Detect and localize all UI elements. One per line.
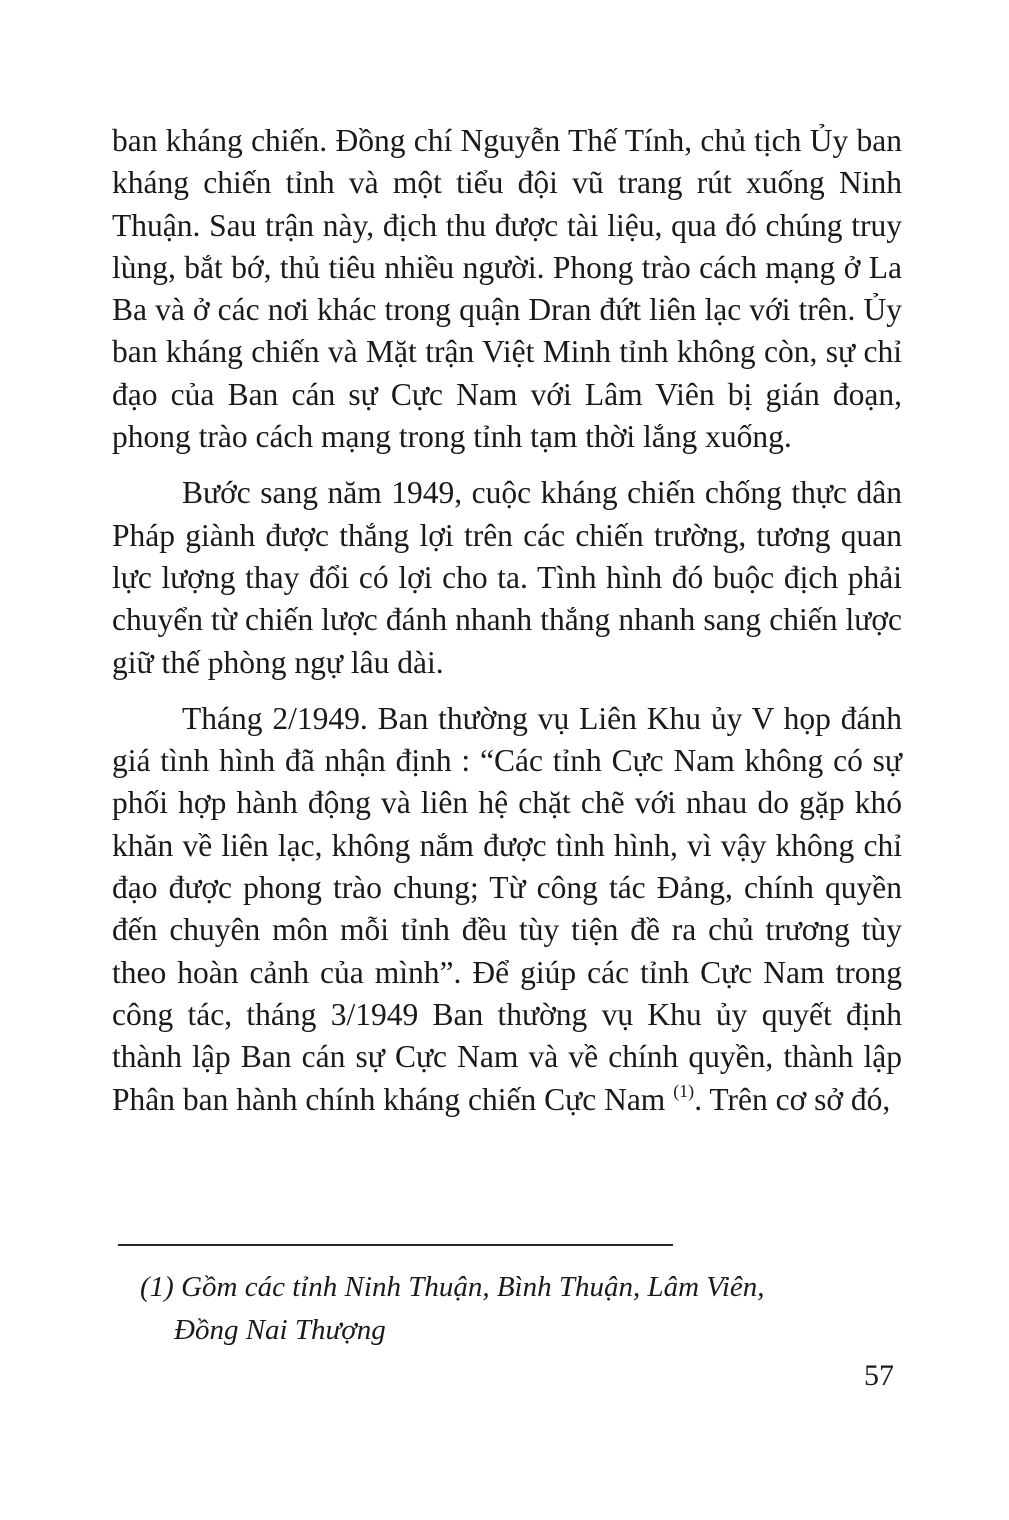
footnote-line-1: (1) Gồm các tỉnh Ninh Thuận, Bình Thuận, Lâm Viên,: [140, 1271, 765, 1303]
footnote-reference: (1): [673, 1080, 695, 1101]
page-number: 57: [864, 1359, 894, 1392]
paragraph-1-text: ban kháng chiến. Đồng chí Nguyễn Thế Tính, chủ tịch Ủy ban kháng chiến tỉnh và một tiểu đội vũ trang rút xuống Ninh Thuận. Sau trận này, địch thu được tài liệu, qua đó chúng truy lùng, bắt bớ, thủ tiêu nhiều người. Phong trào cách mạng ở La Ba và ở các nơi khác trong quận Dran đứt liên lạc với trên. Ủy ban kháng chiến và Mặt trận Việt Minh tỉnh không còn, sự chỉ đạo của Ban cán sự Cực Nam với Lâm Viên bị gián đoạn, phong trào cách mạng trong tỉnh tạm thời lắng xuống.: [112, 123, 902, 455]
body-text: [112, 120, 902, 1121]
paragraph-3: [112, 698, 902, 1121]
footnote: [140, 1266, 900, 1352]
paragraph-2-text: Bước sang năm 1949, cuộc kháng chiến chống thực dân Pháp giành được thắng lợi trên các chiến trường, tương quan lực lượng thay đổi có lợi cho ta. Tình hình đó buộc địch phải chuyển từ chiến lược đánh nhanh thắng nhanh sang chiến lược giữ thế phòng ngự lâu dài.: [112, 475, 902, 680]
paragraph-2: [112, 472, 902, 683]
footnote-line-2: Đồng Nai Thượng: [174, 1314, 386, 1346]
footnote-divider: [118, 1244, 673, 1246]
paragraph-3-text: Tháng 2/1949. Ban thường vụ Liên Khu ủy V họp đánh giá tình hình đã nhận định : “Các tỉnh Cực Nam không có sự phối hợp hành động và liên hệ chặt chẽ với nhau do gặp khó khăn về liên lạc, không nắm được tình hình, vì vậy không chỉ đạo được phong trào chung; Từ công tác Đảng, chính quyền đến chuyên môn mỗi tỉnh đều tùy tiện đề ra chủ trương tùy theo hoàn cảnh của mình”. Để giúp các tỉnh Cực Nam trong công tác, tháng 3/1949 Ban thường vụ Khu ủy quyết định thành lập Ban cán sự Cực Nam và về chính quyền, thành lập Phân ban hành chính kháng chiến Cực Nam: [112, 700, 902, 1117]
paragraph-1: [112, 120, 902, 458]
paragraph-3-tail: . Trên cơ sở đó,: [694, 1081, 891, 1117]
